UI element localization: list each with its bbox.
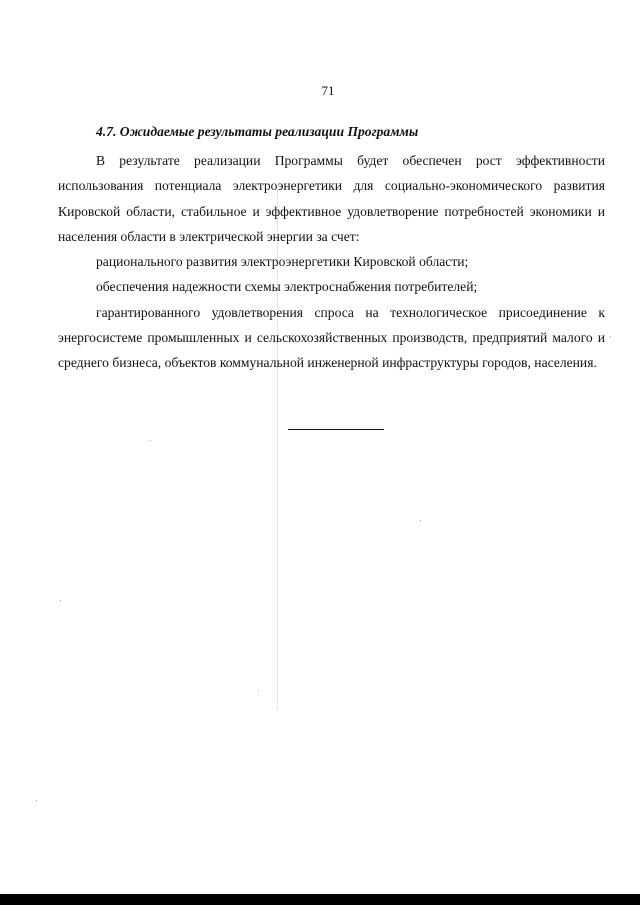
scan-speck [420,520,421,521]
scan-speck [60,600,61,601]
scan-speck [150,440,151,441]
scan-speck [258,690,259,691]
paragraph-intro: В результате реализации Программы будет обеспечен рост эффективности использования потенциала электроэнергетики для социально-экономического развития Кировской области, стабильное и эффективное удовлетворение потребностей экономики и населения области в электрической энергии за счет: [58,153,605,244]
paragraph-item-2: обеспечения надежности схемы электроснабжения потребителей; [96,279,478,295]
scan-bottom-edge [0,894,640,905]
section-end-rule [288,429,384,430]
scan-speck [610,336,611,337]
section-body [58,148,605,376]
section-heading: 4.7. Ожидаемые результаты реализации Программы [96,124,419,139]
paragraph-item-3: гарантированного удовлетворения спроса на технологическое присоединение к энергосистеме промышленных и сельскохозяйственных производств, предприятий малого и среднего бизнеса, объектов коммунальной инженерной инфраструктуры городов, населения. [58,304,605,371]
scan-speck [36,800,37,801]
page-number: 71 [321,83,335,98]
paragraph-item-1: рационального развития электроэнергетики Кировской области; [96,254,469,270]
